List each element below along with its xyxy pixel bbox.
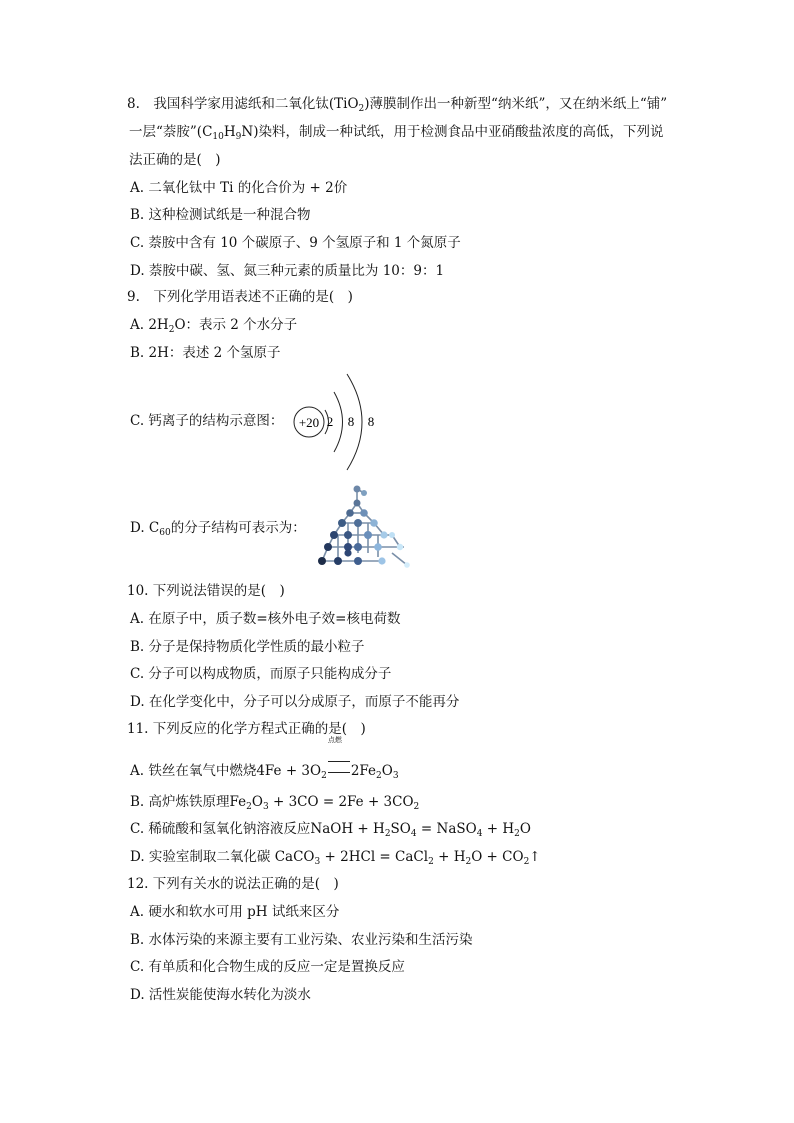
q12-stem: 12. 下列有关水的说法正确的是( )	[127, 876, 339, 892]
q8-stem-line1: 8. 我国科学家用滤纸和二氧化钛(TiO$_2$)薄膜制作出一种新型“纳米纸”，又在纳米纸上“铺”	[127, 96, 668, 114]
q10-stem: 10. 下列说法错误的是( )	[127, 583, 285, 599]
q12-option-b: B. 水体污染的来源主要有工业污染、农业污染和生活污染	[130, 932, 473, 948]
q11-option-c: C. 稀硫酸和氢氧化钠溶液反应NaOH + $H_2SO_4$ = NaSO$_4$ + $H_2O$	[130, 821, 531, 839]
calcium-ion-structure-diagram	[285, 372, 385, 472]
q11-option-a: A. 铁丝在氧气中燃烧$4Fe + 3O_2$ 点燃 $2Fe_2O_3$	[130, 736, 399, 781]
nucleus-label: +20	[298, 415, 320, 430]
q9-option-d: D. $C_{60}$的分子结构可表示为：	[130, 520, 306, 538]
q8-option-c: C. 萘胺中含有 10 个碳原子、9 个氢原子和 1 个氮原子	[130, 235, 461, 251]
q9-option-b: B. 2H：表述 2 个氢原子	[130, 345, 281, 361]
shell-electrons-2: 8	[347, 414, 355, 429]
q9-option-c: C. 钙离子的结构示意图：	[130, 413, 284, 429]
q8-option-d: D. 萘胺中碳、氢、氮三种元素的质量比为 10：9：1	[130, 263, 445, 279]
q8-stem-line3: 法正确的是( )	[129, 152, 221, 168]
q9-option-a: A. $2H_2O$：表示 2 个水分子	[130, 317, 298, 335]
q11-option-d: D. 实验室制取二氧化碳 CaCO$_3$ + 2HCl = CaCl$_2$ + $H_2O$ + $CO_2↑$	[130, 849, 541, 867]
q12-option-a: A. 硬水和软水可用 pH 试纸来区分	[130, 904, 340, 920]
q11-option-b: B. 高炉炼铁原理$Fe_2O_3 + 3CO = 2Fe + 3CO_2$	[130, 794, 420, 812]
q11-stem: 11. 下列反应的化学方程式正确的是( )	[127, 721, 366, 737]
q8-option-a: A. 二氧化钛中 Ti 的化合价为 + 2价	[130, 180, 348, 196]
q10-option-d: D. 在化学变化中，分子可以分成原子，而原子不能再分	[130, 694, 460, 710]
q10-option-c: C. 分子可以构成物质，而原子只能构成分子	[130, 666, 392, 682]
molecular-structure-image	[312, 483, 412, 573]
q9-stem: 9. 下列化学用语表述不正确的是( )	[127, 289, 353, 305]
q12-option-d: D. 活性炭能使海水转化为淡水	[130, 987, 311, 1003]
reaction-condition: 点燃	[327, 736, 342, 744]
q8-option-b: B. 这种检测试纸是一种混合物	[130, 207, 311, 223]
reaction-arrow	[327, 736, 350, 773]
q8-stem-line2: 一层“萘胺$”(C_{10}H_9N)$染料，制成一种试纸，用于检测食品中亚硝酸盐浓度的高低，下列说	[129, 124, 664, 142]
q10-option-b: B. 分子是保持物质化学性质的最小粒子	[130, 639, 365, 655]
q10-option-a: A. 在原子中，质子数=核外电子效=核电荷数	[130, 611, 401, 627]
shell-electrons-1: 2	[326, 414, 334, 429]
shell-arc-2	[334, 392, 343, 452]
q12-option-c: C. 有单质和化合物生成的反应一定是置换反应	[130, 959, 405, 975]
shell-electrons-3: 8	[367, 414, 375, 429]
